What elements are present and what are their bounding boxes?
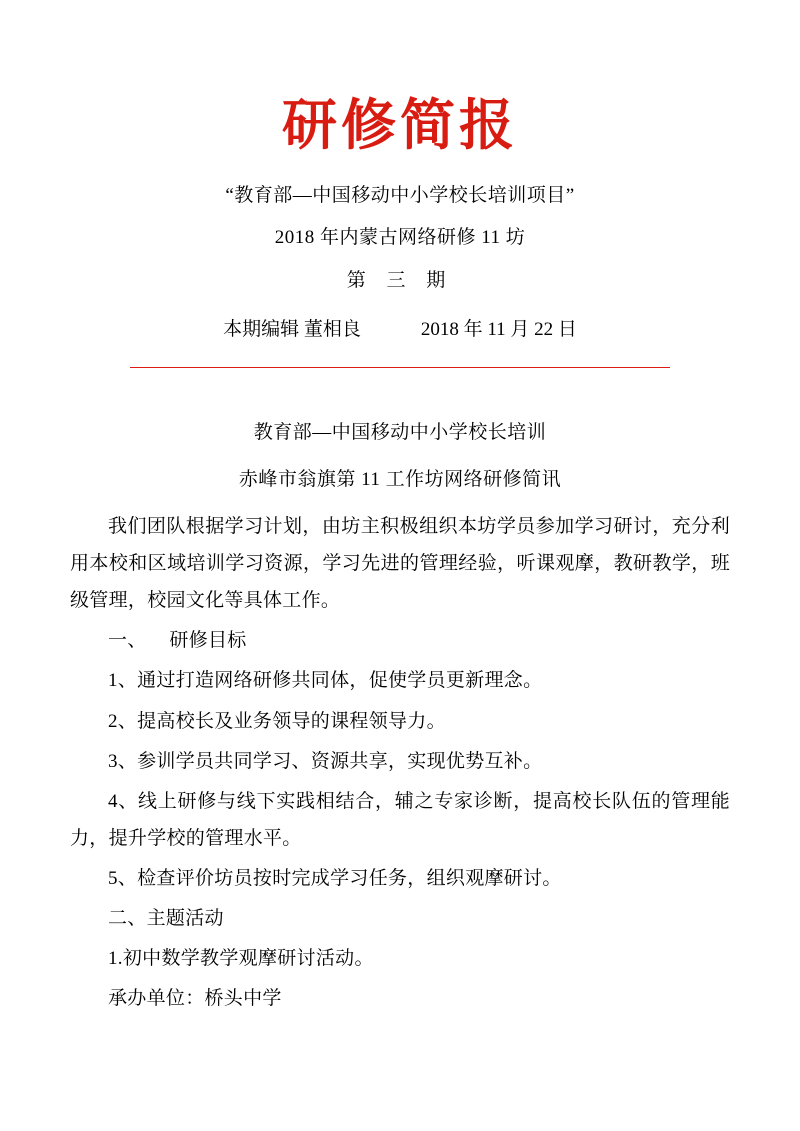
list-item: 2、提高校长及业务领导的课程领导力。: [108, 710, 446, 732]
document-body: [70, 414, 730, 1017]
intro-paragraph: 我们团队根据学习计划，由坊主积极组织本坊学员参加学习研讨，充分利用本校和区域培训学习资源，学习先进的管理经验，听课观摩，教研教学，班级管理，校园文化等具体工作。: [70, 516, 730, 612]
list-item: 1.初中数学教学观摩研讨活动。: [108, 947, 374, 969]
list-item: 承办单位：桥头中学: [108, 987, 282, 1009]
section-one-heading: [70, 622, 730, 659]
section-one-number: 一、: [108, 630, 147, 652]
list-item: 1、通过打造网络研修共同体，促使学员更新理念。: [108, 670, 543, 692]
body-center-line-2: 赤峰市翁旗第 11 工作坊网络研修简讯: [238, 469, 562, 491]
subtitle-program: “教育部—中国移动中小学校长培训项目”: [225, 184, 575, 206]
editor-line: [70, 314, 730, 341]
list-item: 5、检查评价坊员按时完成学习任务，组织观摩研讨。: [108, 867, 562, 889]
subtitle-block: [70, 186, 730, 293]
subtitle-workshop: 2018 年内蒙古网络研修 11 坊: [274, 227, 526, 249]
issue-number: 第 三 期: [346, 270, 454, 292]
list-item: 3、参训学员共同学习、资源共享，实现优势互补。: [108, 750, 543, 772]
section-two-heading: 二、主题活动: [108, 907, 224, 929]
document-masthead-title: 研修简报: [281, 92, 518, 157]
issue-date: 2018 年 11 月 22 日: [420, 319, 577, 341]
list-item: 4、线上研修与线下实践相结合，辅之专家诊断，提高校长队伍的管理能力，提升学校的管理水平。: [70, 790, 730, 849]
red-divider-rule: [130, 367, 670, 368]
section-one-title: 研修目标: [169, 630, 247, 652]
body-center-line-1: 教育部—中国移动中小学校长培训: [253, 422, 547, 444]
editor-name: 本期编辑 董相良: [223, 319, 361, 341]
